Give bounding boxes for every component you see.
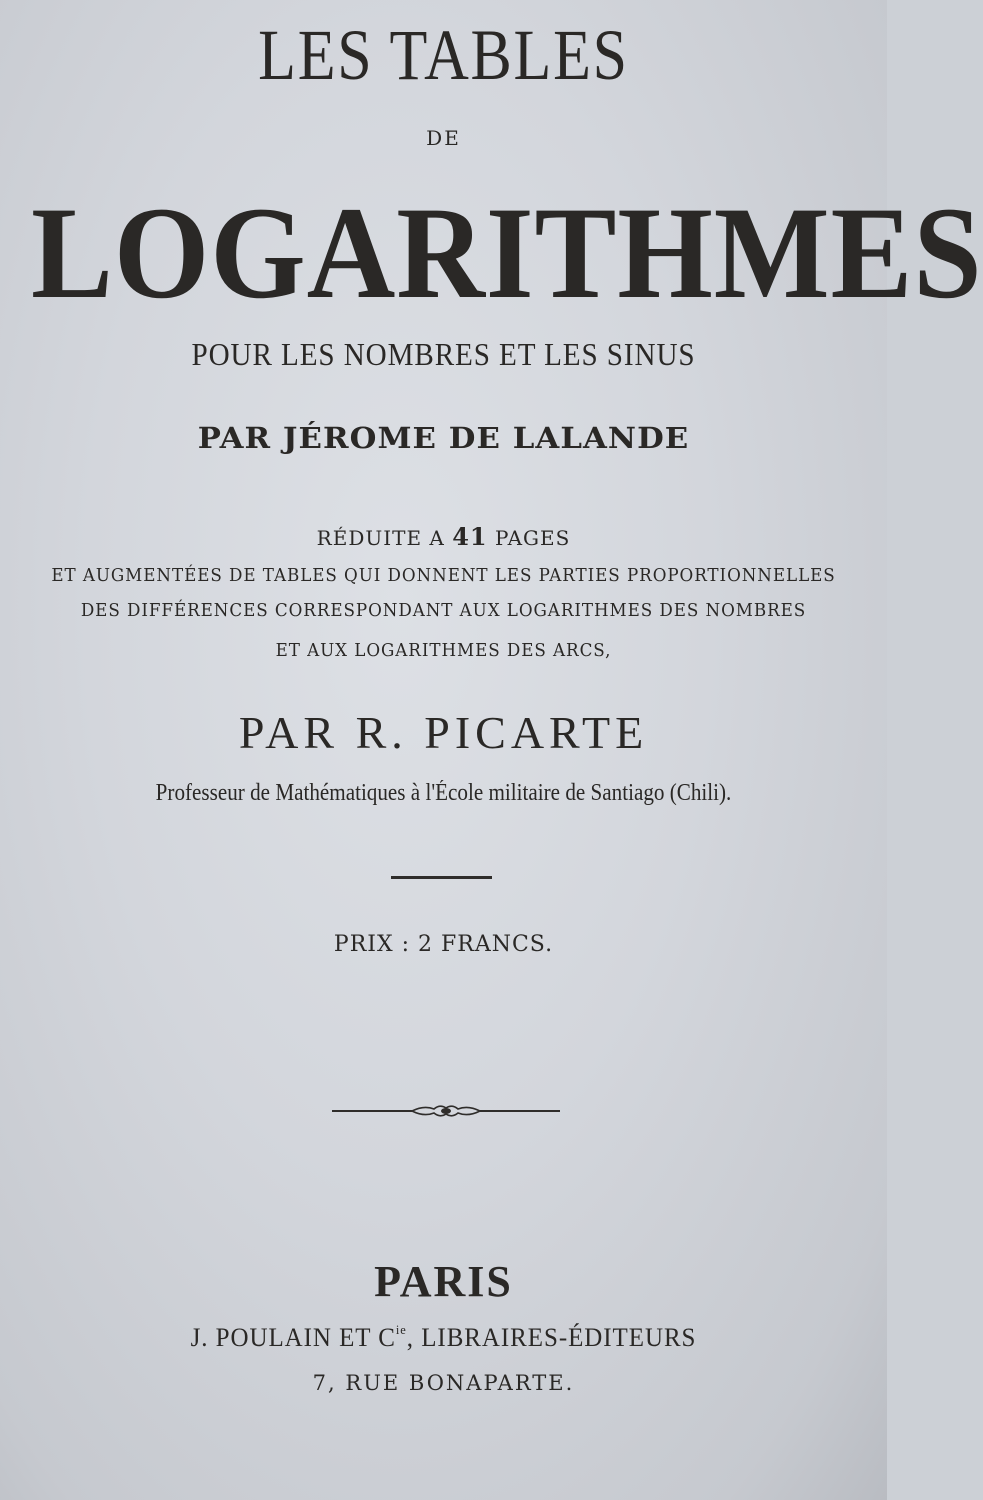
augmentees-line-3: ET AUX LOGARITHMES DES ARCS, — [275, 640, 612, 661]
subtitle-nombres-sinus: POUR LES NOMBRES ET LES SINUS — [191, 336, 696, 372]
publisher-name: J. POULAIN ET C — [190, 1323, 396, 1352]
city-paris: PARIS — [374, 1257, 513, 1306]
publisher-line — [18, 1322, 870, 1353]
augmentees-line-2: DES DIFFÉRENCES CORRESPONDANT AUX LOGARITHMES DES NOMBRES — [80, 600, 807, 621]
title-logarithmes: LOGARITHMES — [31, 179, 983, 326]
author-picarte: PAR R. PICARTE — [238, 707, 649, 758]
reduite-prefix: RÉDUITE A — [316, 526, 445, 550]
title-les-tables: LES TABLES — [258, 15, 629, 95]
publisher-superscript: ie — [395, 1322, 407, 1337]
augmentees-line-1: ET AUGMENTÉES DE TABLES QUI DONNENT LES PARTIES PROPORTIONNELLES — [51, 565, 836, 586]
price-line: PRIX : 2 FRANCS. — [333, 932, 554, 957]
publisher-role: , LIBRAIRES-ÉDITEURS — [406, 1323, 697, 1352]
reduite-number: 41 — [452, 522, 488, 551]
reduite-suffix: PAGES — [494, 526, 571, 550]
author-affiliation: Professeur de Mathématiques à l'École militaire de Santiago (Chili). — [155, 780, 732, 806]
short-rule-divider — [391, 876, 492, 879]
publisher-address: 7, RUE BONAPARTE. — [312, 1371, 575, 1395]
ornament-divider — [332, 1100, 560, 1122]
title-de: DE — [426, 126, 461, 150]
reduite-line — [0, 522, 887, 551]
author-lalande: PAR JÉROME DE LALANDE — [197, 421, 690, 455]
